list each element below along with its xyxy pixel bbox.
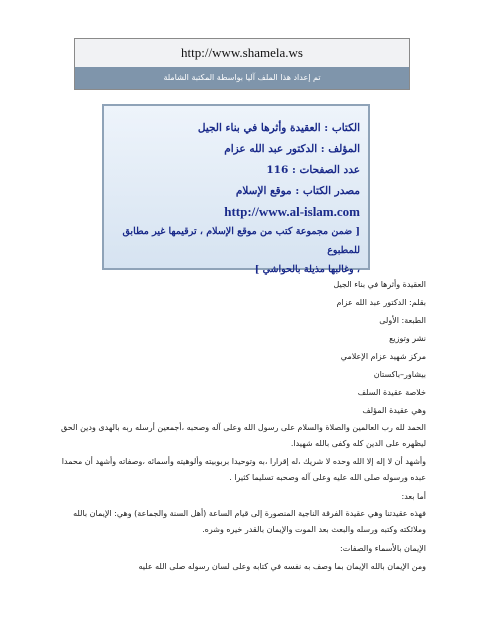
- content-line: ومن الإيمان بالله الإيمان بما وصف به نفسه في كتابه وعلى لسان رسوله صلى الله عليه: [138, 562, 426, 571]
- content-line: العقيدة وأثرها في بناء الجيل: [333, 280, 426, 289]
- content-line: بيشاور–باكستان: [373, 370, 426, 379]
- content-line: أما بعد:: [401, 492, 426, 501]
- header-subtitle: تم إعداد هذا الملف آليا بواسطة المكتبة الشاملة: [75, 67, 409, 89]
- content-line: الطبعة: الأولى: [379, 316, 426, 325]
- content-line: بقلم: الدكتور عبد الله عزام: [336, 298, 426, 307]
- content-line: نشر وتوزيع: [389, 334, 426, 343]
- book-info-box: [102, 104, 370, 275]
- book-pages: عدد الصفحات : 116: [266, 164, 360, 176]
- content-line: الإيمان بالأسماء والصفات:: [340, 544, 426, 553]
- book-author: المؤلف : الدكتور عبد الله عزام: [224, 143, 360, 155]
- content-line: وهي عقيدة المؤلف: [362, 406, 426, 415]
- book-note-line2: ، وغالبها مذيلة بالحواشي ]: [254, 264, 360, 275]
- book-source-url[interactable]: http://www.al-islam.com: [224, 204, 360, 219]
- book-title: الكتاب : العقيدة وأثرها في بناء الجيل: [197, 122, 360, 134]
- header-box: [74, 38, 410, 90]
- book-source: مصدر الكتاب : موقع الإسلام: [235, 185, 360, 197]
- content-paragraph: وأشهد أن لا إله إلا الله وحده لا شريك ،له إقرارا ،به وتوحيدا بربوبيته وألوهيته وأسمائه ،وصفاته وأشهد أن محمدا عبده ورسوله صلى الله عليه وعلى آله وصحبه تسليما كثيرا .: [61, 457, 426, 482]
- content-paragraph: فهذه عقيدتنا وهي عقيدة الفرقة الناجية المنصورة إلى قيام الساعة (أهل السنة والجماعة) وهي: الإيمان بالله وملائكته وكتبه ورسله والبعث بعد الموت والإيمان بالقدر خيره وشره.: [73, 509, 426, 534]
- content-line: خلاصة عقيدة السلف: [357, 388, 426, 397]
- book-note-line1: [ ضمن مجموعة كتب من موقع الإسلام ، ترقيمها غير مطابق للمطبوع: [122, 226, 360, 256]
- book-content: [54, 276, 426, 576]
- content-line: مركز شهيد عزام الإعلامي: [340, 352, 426, 361]
- header-url[interactable]: http://www.shamela.ws: [75, 39, 409, 67]
- content-paragraph: الحمد لله رب العالمين والصلاة والسلام على رسول الله وعلى آله وصحبه ،أجمعين أرسله ربه بالهدى ودين الحق ليظهره على الدين كله وكفى بالله شهيدا.: [61, 423, 426, 448]
